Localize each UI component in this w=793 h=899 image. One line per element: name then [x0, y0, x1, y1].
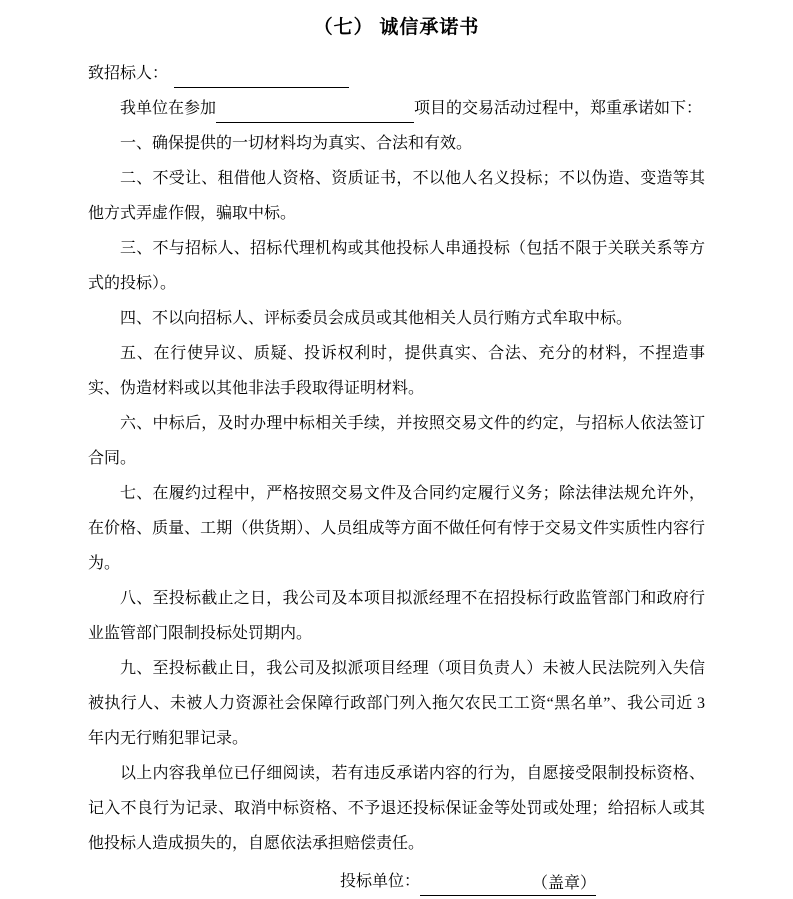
document-title: （七） 诚信承诺书 [313, 17, 480, 38]
bidder-unit-blank-line [420, 878, 532, 896]
signature-line [88, 864, 705, 899]
seal-label: （盖章） [532, 873, 596, 896]
intro-text-after-blank: 项目的交易活动过程中，郑重承诺如下： [414, 100, 703, 117]
addressee-blank-line [174, 70, 349, 88]
commitment-item-2: 二、不受让、租借他人资格、资质证书，不以他人名义投标；不以伪造、变造等其他方式弄虚作假，骗取中标。 [88, 170, 705, 222]
salutation-line [88, 56, 705, 91]
commitment-item-8: 八、至投标截止之日，我公司及本项目拟派经理不在招投标行政监管部门和政府行业监管部门限制投标处罚期内。 [88, 590, 705, 642]
commitment-item-6: 六、中标后，及时办理中标相关手续，并按照交易文件的约定，与招标人依法签订合同。 [88, 415, 705, 467]
addressee-label: 致招标人： [88, 65, 169, 82]
commitment-item-7: 七、在履约过程中，严格按照交易文件及合同约定履行义务；除法律法规允许外，在价格、质量、工期（供货期）、人员组成等方面不做任何有悖于交易文件实质性内容行为。 [88, 485, 705, 572]
bidder-unit-label: 投标单位： [340, 873, 421, 890]
commitment-item-4: 四、不以向招标人、评标委员会成员或其他相关人员行贿方式牟取中标。 [120, 310, 633, 327]
intro-paragraph [88, 91, 705, 126]
project-name-blank-line [216, 105, 414, 123]
commitment-item-3: 三、不与招标人、招标代理机构或其他投标人串通投标（包括不限于关联关系等方式的投标）。 [88, 240, 705, 292]
commitment-item-5: 五、在行使异议、质疑、投诉权利时，提供真实、合法、充分的材料，不捏造事实、伪造材料或以其他非法手段取得证明材料。 [88, 345, 705, 397]
commitment-item-1: 一、确保提供的一切材料均为真实、合法和有效。 [120, 135, 473, 152]
commitment-item-9: 九、至投标截止日，我公司及拟派项目经理（项目负责人）未被人民法院列入失信被执行人、未被人力资源社会保障行政部门列入拖欠农民工工资“黑名单”、我公司近 3 年内无行贿犯罪记录。 [88, 660, 705, 747]
intro-text-before-blank: 我单位在参加 [120, 100, 217, 117]
closing-paragraph: 以上内容我单位已仔细阅读，若有违反承诺内容的行为，自愿接受限制投标资格、记入不良行为记录、取消中标资格、不予退还投标保证金等处罚或处理；给招标人或其他投标人造成损失的，自愿依法承担赔偿责任。 [88, 765, 705, 852]
